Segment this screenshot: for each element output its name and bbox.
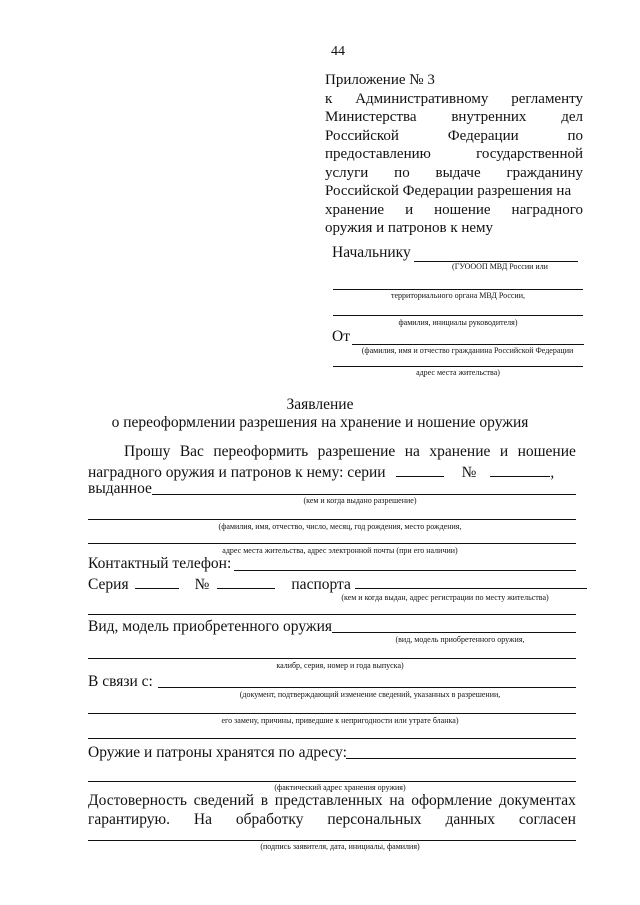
appendix-word: дел — [561, 109, 583, 125]
storage-label: Оружие и патроны хранятся по адресу: — [88, 744, 347, 761]
caption-issued: (кем и когда выдано разрешение) — [303, 496, 417, 505]
passport-extra-line[interactable] — [88, 614, 576, 615]
appendix-word: Приложение № 3 — [325, 72, 435, 88]
caption-citizen: (фамилия, имя и отчество гражданина Российской Федерации — [361, 346, 574, 355]
appendix-word: к — [325, 90, 333, 107]
appendix-word: по — [567, 127, 583, 144]
passport-series-field[interactable] — [135, 574, 179, 589]
word: сведений — [193, 792, 255, 809]
appendix-line — [325, 108, 583, 127]
guarantee-line — [88, 792, 576, 810]
consent-line — [88, 811, 576, 829]
issued-label: выданное — [88, 480, 152, 497]
word: персональных — [327, 811, 422, 828]
from-label: От — [332, 328, 350, 345]
passport-number-sign: № — [194, 576, 210, 593]
caption-caliber: калибр, серия, номер и года выпуска) — [276, 661, 404, 670]
appendix-word: Федерации — [447, 127, 519, 144]
chief-label: Начальнику — [332, 244, 411, 261]
appendix-word: и — [405, 201, 414, 218]
contacts-line[interactable] — [88, 543, 576, 544]
number-sign: № — [461, 464, 477, 481]
word: переоформить — [213, 443, 309, 460]
appendix-word: наградного — [511, 201, 583, 218]
word: согласен — [518, 811, 576, 828]
appendix-word: выдаче — [435, 164, 481, 181]
caption-storage: (фактический адрес хранения оружия) — [274, 783, 406, 792]
series-label: Серия — [88, 576, 129, 593]
reason-field[interactable] — [158, 687, 576, 688]
caption-weapon: (вид, модель приобретенного оружия, — [395, 635, 525, 644]
word: Прошу — [124, 443, 171, 460]
comma: , — [550, 464, 555, 481]
phone-field[interactable] — [234, 570, 576, 571]
address-line[interactable] — [333, 366, 583, 367]
appendix-line — [325, 145, 583, 164]
appendix-word: внутренних — [451, 109, 527, 125]
word: оформление — [411, 792, 493, 809]
head-name-line[interactable] — [333, 315, 583, 316]
request-text: наградного оружия и патронов к нему: серии — [88, 464, 386, 481]
appendix-word: Административному — [355, 90, 489, 107]
word: Достоверность — [88, 792, 187, 809]
appendix-word: Российской Федерации разрешения на — [325, 183, 572, 199]
appendix-word: по — [394, 164, 410, 181]
word: разрешение — [317, 443, 396, 460]
permit-number-field[interactable] — [490, 462, 550, 477]
appendix-word: услуги — [325, 164, 369, 181]
caption-passport: (кем и когда выдан, адрес регистрации по месту жительства) — [341, 593, 549, 602]
appendix-line — [325, 71, 583, 90]
caption-signature: (подпись заявителя, дата, инициалы, фамилия) — [260, 842, 420, 851]
storage-extra-line[interactable] — [88, 781, 576, 782]
appendix-word: гражданину — [506, 164, 583, 181]
territorial-line[interactable] — [333, 289, 583, 290]
caption-territorial: территориального органа МВД России, — [390, 291, 525, 300]
from-line[interactable] — [352, 344, 584, 345]
page-number: 44 — [331, 44, 345, 59]
appendix-word: государственной — [476, 146, 583, 162]
caption-address: адрес места жительства) — [416, 368, 500, 377]
passport-label: паспорта — [291, 576, 351, 593]
person-line[interactable] — [88, 519, 576, 520]
passport-number-field[interactable] — [217, 574, 275, 589]
word: в — [260, 792, 269, 809]
document-subtitle: о переоформлении разрешения на хранение и ношение оружия — [111, 414, 529, 431]
request-line-2 — [88, 462, 554, 482]
caption-reason-2: его замену, причины, приведшие к непригодности или утрате бланка) — [221, 716, 459, 725]
caption-person: (фамилия, имя, отчество, число, месяц, год рождения, место рождения, — [218, 522, 462, 531]
request-line-1 — [124, 443, 576, 461]
caption-head-name: фамилия, инициалы руководителя) — [398, 318, 518, 327]
appendix-line — [325, 219, 583, 238]
appendix-line — [325, 201, 583, 220]
document-title: Заявление — [286, 396, 354, 413]
word: Вас — [179, 443, 204, 460]
appendix-word: предоставлению — [325, 146, 431, 162]
passport-row — [88, 574, 587, 594]
appendix-word: Министерства — [325, 109, 417, 125]
reason-line-3[interactable] — [88, 738, 576, 739]
caliber-line[interactable] — [88, 658, 576, 659]
appendix-word: оружия и патронов к нему — [325, 220, 494, 236]
word: хранение — [429, 443, 491, 460]
word: гарантирую. — [88, 811, 170, 828]
word: представленных — [274, 792, 383, 809]
word: обработку — [235, 811, 304, 828]
caption-reason: (документ, подтверждающий изменение сведений, указанных в разрешении, — [239, 690, 501, 699]
caption-gu: (ГУОООП МВД России или — [452, 262, 548, 271]
weapon-field[interactable] — [332, 632, 576, 633]
signature-line[interactable] — [88, 840, 576, 841]
reason-label: В связи с: — [88, 673, 153, 690]
word: документах — [498, 792, 576, 809]
caption-contacts: адрес места жительства, адрес электронной почты (при его наличии) — [222, 546, 458, 555]
appendix-word: хранение — [325, 201, 385, 218]
appendix-line — [325, 127, 583, 146]
word: и — [499, 443, 509, 460]
appendix-line — [325, 182, 583, 201]
storage-field[interactable] — [346, 758, 576, 759]
weapon-label: Вид, модель приобретенного оружия — [88, 618, 332, 635]
permit-series-field[interactable] — [396, 462, 444, 477]
word: на — [389, 792, 405, 809]
appendix-word: ношение — [434, 201, 491, 218]
appendix-word: регламенту — [511, 90, 583, 107]
appendix-block — [325, 71, 583, 238]
word: ношение — [517, 443, 576, 460]
reason-extra-line[interactable] — [88, 713, 576, 714]
appendix-line — [325, 90, 583, 109]
issued-line[interactable] — [152, 494, 576, 495]
phone-label: Контактный телефон: — [88, 555, 232, 572]
word: На — [193, 811, 212, 828]
appendix-line — [325, 164, 583, 183]
word: на — [404, 443, 420, 460]
word: данных — [445, 811, 495, 828]
passport-issued-field[interactable] — [355, 574, 587, 589]
appendix-word: Российской — [325, 127, 399, 144]
